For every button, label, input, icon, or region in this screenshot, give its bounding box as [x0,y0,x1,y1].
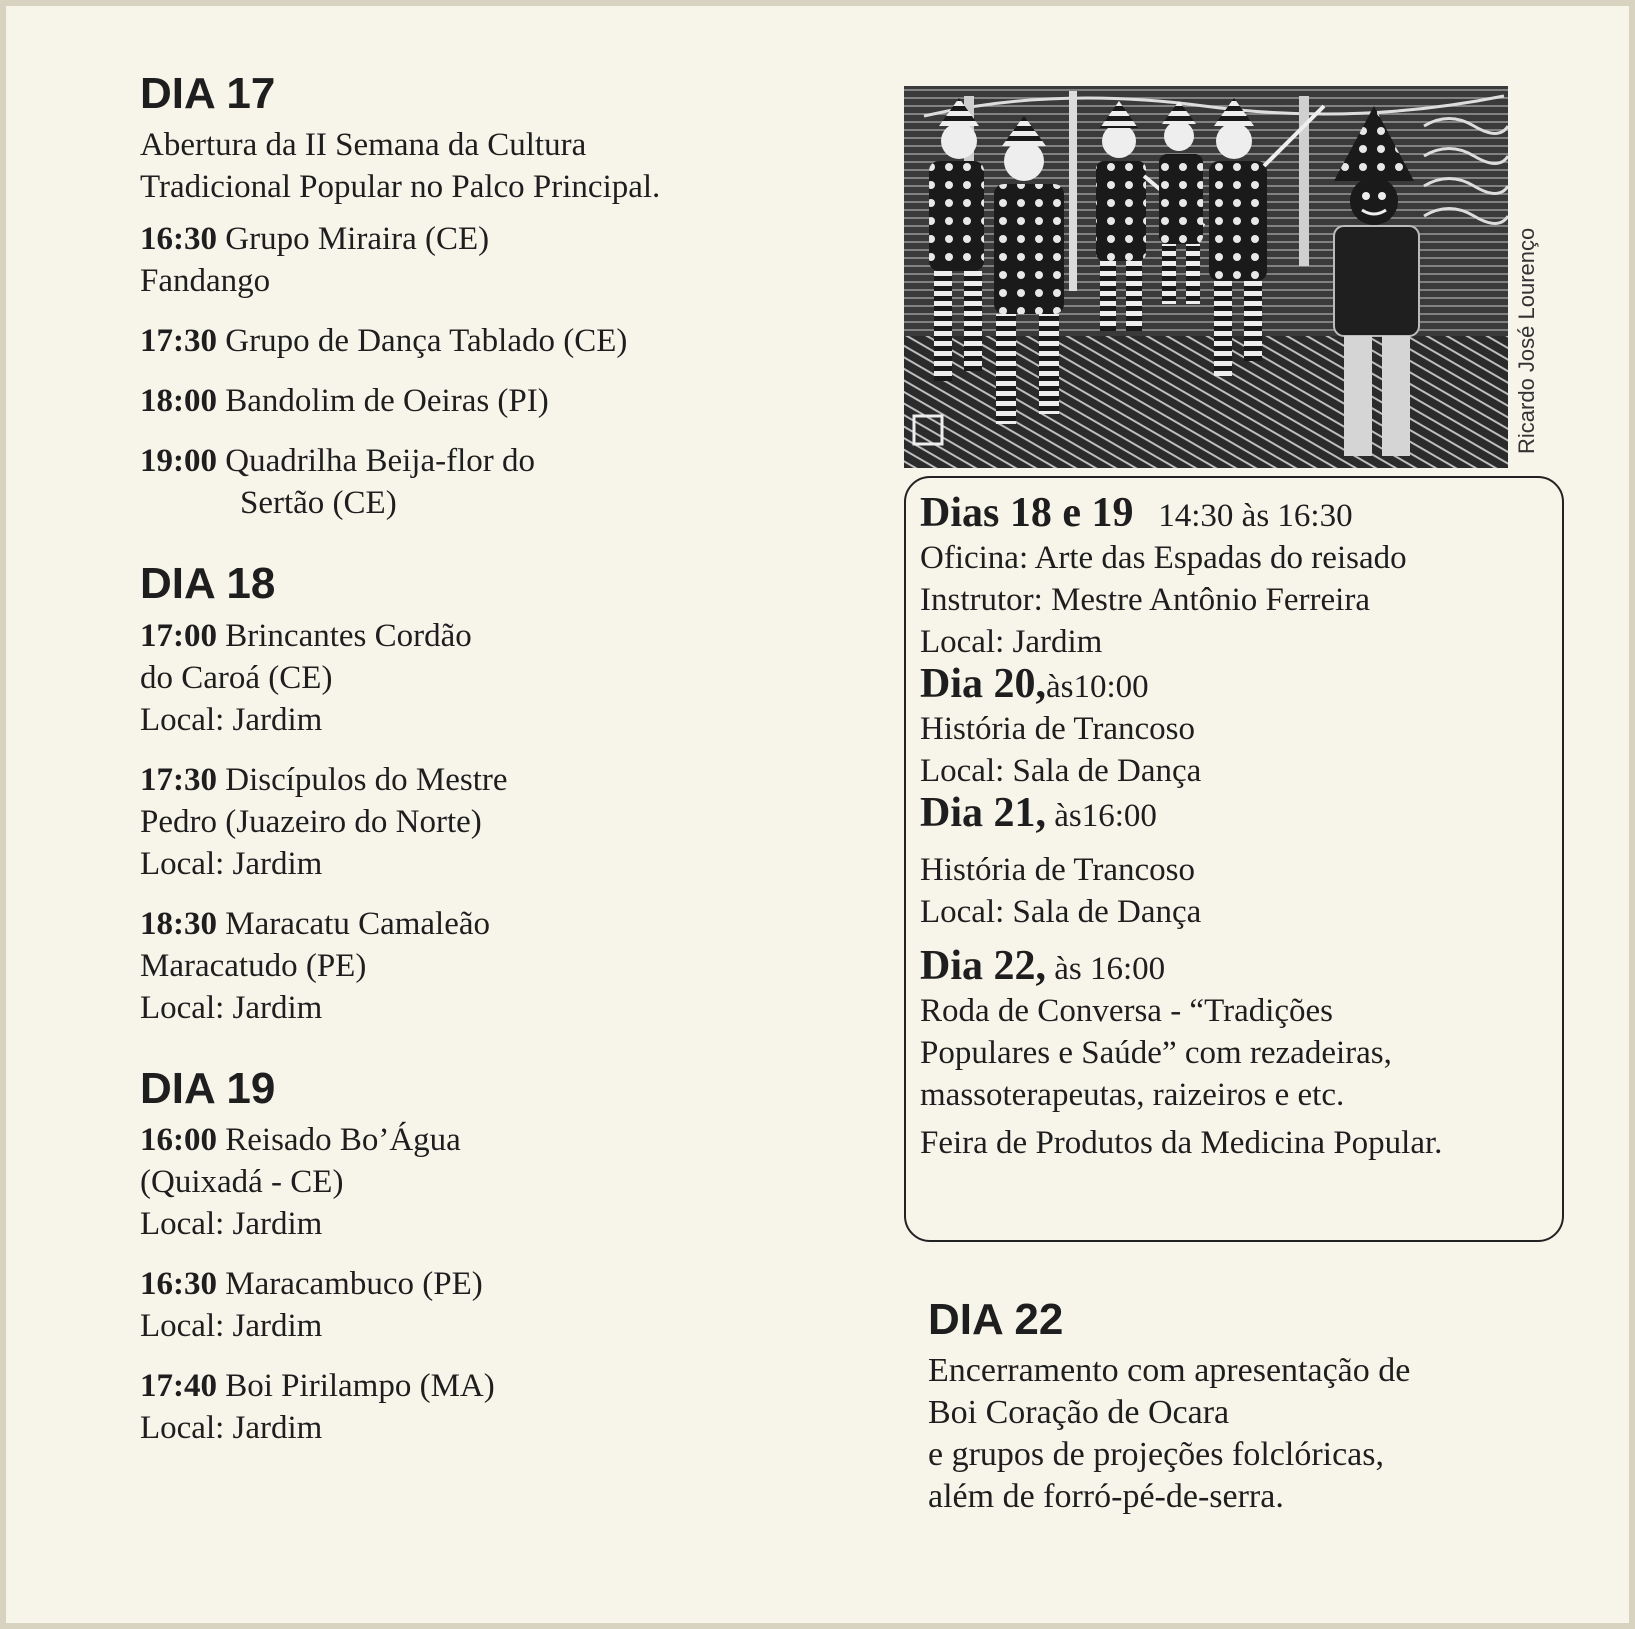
event-time: 17:40 [140,1368,217,1405]
event-name: Maracatu Camaleão [217,905,491,942]
event-item [140,1119,780,1245]
event-location: Local: Jardim [140,701,323,738]
box-line: Roda de Conversa - “Tradições [920,993,1334,1029]
woodcut-dancers-icon [904,86,1508,468]
event-location: Local: Jardim [140,1308,323,1345]
event-time: 17:30 [140,323,217,360]
box-time: às10:00 [1046,669,1149,705]
event-time: 17:00 [140,617,217,654]
event-name: Boi Pirilampo (MA) [217,1368,495,1405]
day17-intro [140,124,780,208]
event-item [140,380,780,422]
event-location: Local: Jardim [140,845,323,882]
event-name: Discípulos do Mestre [217,761,508,798]
event-location: Local: Jardim [140,989,323,1026]
box-line: História de Trancoso [920,711,1195,747]
event-name: Brincantes Cordão [217,617,472,654]
box-line: Instrutor: Mestre Antônio Ferreira [920,582,1370,618]
event-item [140,218,780,302]
box-line: Feira de Produtos da Medicina Popular. [920,1125,1443,1161]
image-credit: Ricardo José Lourenço [1514,227,1539,454]
day22-line: Encerramento com apresentação de [928,1352,1411,1390]
event-detail: do Caroá (CE) [140,659,333,696]
event-item [140,1365,780,1449]
box-line: História de Trancoso [920,852,1195,888]
event-name: Reisado Bo’Água [217,1122,461,1159]
day22-title: DIA 22 [928,1295,1064,1344]
box-line: Oficina: Arte das Espadas do reisado [920,540,1407,576]
box-block [920,492,1548,663]
event-name: Grupo Miraira (CE) [217,221,490,258]
event-name: Grupo de Dança Tablado (CE) [217,323,628,360]
event-name: Maracambuco (PE) [217,1266,483,1303]
event-item [140,320,780,362]
day17-section [140,70,780,524]
day17-intro-line2: Tradicional Popular no Palco Principal. [140,169,661,206]
event-name: Bandolim de Oeiras (PI) [217,383,549,420]
day22-line: Boi Coração de Ocara [928,1394,1230,1432]
event-location: Local: Jardim [140,1206,323,1243]
event-location: Local: Jardim [140,1410,323,1447]
event-time: 18:00 [140,383,217,420]
event-time: 16:30 [140,1266,217,1303]
day22-line: além de forró-pé-de-serra. [928,1478,1284,1516]
day18-title: DIA 18 [140,559,276,609]
event-detail: Maracatudo (PE) [140,947,367,984]
box-time: 14:30 às 16:30 [1158,498,1353,534]
event-item [140,903,780,1029]
box-location: Local: Jardim [920,624,1103,660]
event-detail: (Quixadá - CE) [140,1164,344,1201]
event-time: 16:00 [140,1122,217,1159]
box-block [920,792,1548,933]
box-line: massoterapeutas, raizeiros e etc. [920,1077,1345,1113]
box-block [920,945,1548,1164]
day22-line: e grupos de projeções folclóricas, [928,1436,1384,1474]
event-item [140,759,780,885]
day22-text [928,1350,1568,1518]
box-day-heading: Dias 18 e 19 [920,490,1134,536]
box-time: às 16:00 [1046,951,1166,987]
day19-section [140,1065,780,1449]
box-time: às16:00 [1046,798,1157,834]
event-time: 19:00 [140,443,217,480]
event-item [140,615,780,741]
event-detail: Sertão (CE) [240,485,397,522]
box-day-heading: Dia 22, [920,943,1046,989]
event-time: 16:30 [140,221,217,258]
day18-section [140,560,780,1028]
box-line: Populares e Saúde” com rezadeiras, [920,1035,1392,1071]
event-time: 18:30 [140,905,217,942]
workshops-box [904,476,1564,1242]
event-time: 17:30 [140,761,217,798]
day17-intro-line1: Abertura da II Semana da Cultura [140,127,587,164]
box-day-heading: Dia 21, [920,790,1046,836]
box-location: Local: Sala de Dança [920,894,1202,930]
event-detail: Fandango [140,263,271,300]
day22-section [928,1296,1568,1528]
event-name: Quadrilha Beija-flor do [217,443,535,480]
event-item [140,1263,780,1347]
event-detail: Pedro (Juazeiro do Norte) [140,803,482,840]
day19-title: DIA 19 [140,1063,276,1113]
box-location: Local: Sala de Dança [920,753,1202,789]
left-column [140,70,780,1485]
woodcut-illustration [904,86,1508,468]
box-block [920,663,1548,792]
event-item [140,440,780,524]
day17-title: DIA 17 [140,69,276,118]
box-day-heading: Dia 20, [920,661,1046,707]
